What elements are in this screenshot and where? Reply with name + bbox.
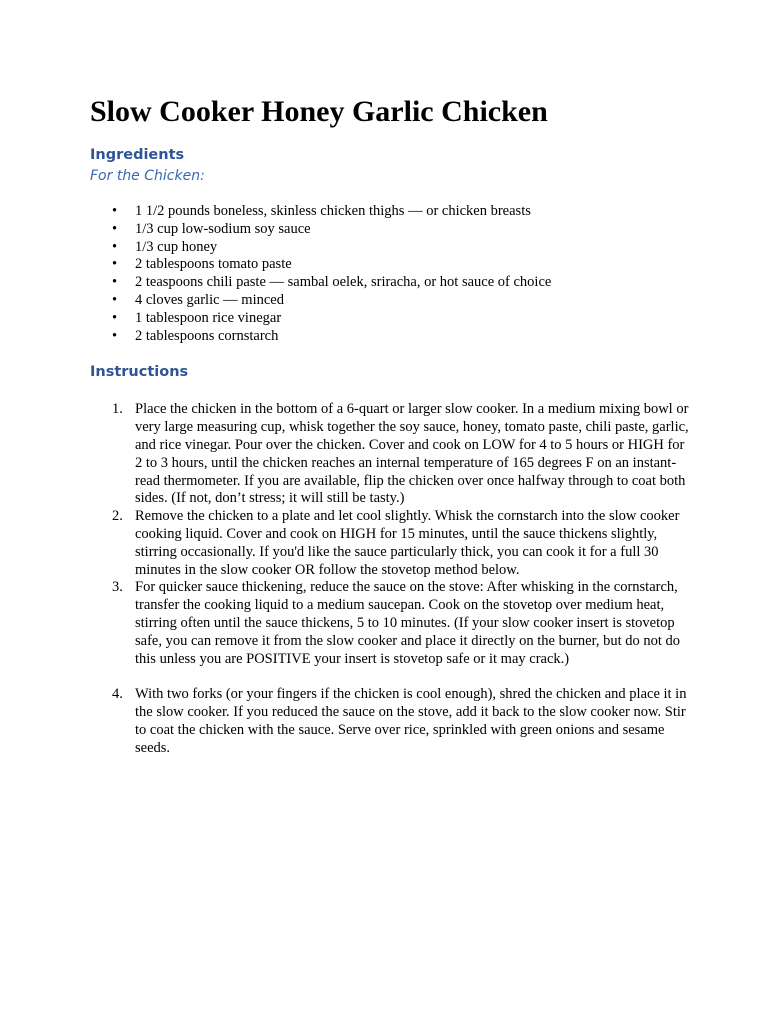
step-number: 4.: [112, 686, 123, 703]
ingredient-text: 4 cloves garlic — minced: [135, 291, 284, 308]
bullet-icon: •: [112, 238, 118, 255]
ingredient-text: 1 1/2 pounds boneless, skinless chicken thighs — or chicken breasts: [135, 203, 531, 219]
bullet-icon: •: [112, 220, 118, 237]
step-number: 1.: [112, 401, 123, 418]
recipe-document: [90, 92, 690, 758]
ingredient-item: [90, 239, 690, 257]
step-text: With two forks (or your fingers if the chicken is cool enough), shred the chicken and place it in the slow cooker. If you reduced the sauce on the stove, add it back to the slow cooker now. Stir to coat the chicken with the sauce. Serve over rice, sprinkled with green onions and sesame seeds.: [135, 686, 687, 756]
page-title: Slow Cooker Honey Garlic Chicken: [90, 95, 548, 128]
bullet-icon: •: [112, 274, 118, 291]
ingredient-text: 1/3 cup honey: [135, 238, 218, 255]
ingredient-text: 2 tablespoons cornstarch: [135, 327, 279, 344]
ingredients-subheading: For the Chicken:: [90, 168, 205, 184]
ingredient-text: 2 tablespoons tomato paste: [135, 256, 292, 273]
instruction-step: [90, 579, 690, 668]
ingredient-item: [90, 328, 690, 346]
ingredient-item: [90, 274, 690, 292]
instructions-list: [90, 401, 690, 757]
bullet-icon: •: [112, 203, 118, 219]
step-number: 2.: [112, 508, 123, 525]
ingredients-list: [90, 203, 690, 345]
ingredient-item: [90, 221, 690, 239]
bullet-icon: •: [112, 256, 118, 273]
step-text: For quicker sauce thickening, reduce the sauce on the stove: After whisking in the cornstarch, transfer the cooking liquid to a medium saucepan. Cook on the stovetop over medium heat, stirring often until the sauce thickens, 5 to 10 minutes. (If your slow cooker insert is stovetop safe, you can remove it from the slow cooker and place it directly on the burner, but do not do this unless you are POSITIVE your insert is stovetop safe or it may crack.): [135, 579, 681, 667]
step-number: 3.: [112, 579, 123, 596]
bullet-icon: •: [112, 291, 118, 308]
instructions-heading: Instructions: [90, 364, 189, 381]
ingredients-heading: Ingredients: [90, 147, 185, 163]
ingredient-text: 1 tablespoon rice vinegar: [135, 309, 282, 326]
ingredient-text: 2 teaspoons chili paste — sambal oelek, sriracha, or hot sauce of choice: [135, 274, 552, 291]
ingredient-item: [90, 292, 690, 310]
ingredient-text: 1/3 cup low-sodium soy sauce: [135, 220, 311, 237]
instruction-step: [90, 401, 690, 508]
bullet-icon: •: [112, 327, 118, 344]
instruction-step: [90, 686, 690, 757]
ingredient-item: [90, 310, 690, 328]
instruction-step: [90, 508, 690, 579]
ingredient-item: [90, 256, 690, 274]
bullet-icon: •: [112, 309, 118, 326]
step-text: Remove the chicken to a plate and let cool slightly. Whisk the cornstarch into the slow cooker cooking liquid. Cover and cook on HIGH for 15 minutes, until the sauce thickens slightly, stirring occasionally. If you'd like the sauce particularly thick, you can cook it for a full 30 minutes in the slow cooker OR follow the stovetop method below.: [135, 508, 680, 578]
ingredient-item: [90, 203, 690, 221]
step-text: Place the chicken in the bottom of a 6-quart or larger slow cooker. In a medium mixing bowl or very large measuring cup, whisk together the soy sauce, honey, tomato paste, chili paste, garlic, and rice vinegar. Pour over the chicken. Cover and cook on LOW for 4 to 5 hours or HIGH for 2 to 3 hours, until the chicken reaches an internal temperature of 165 degrees F on an instant-read thermometer. If you are available, flip the chicken over once halfway through to coat both sides. (If not, don’t stress; it will still be tasty.): [135, 401, 689, 507]
